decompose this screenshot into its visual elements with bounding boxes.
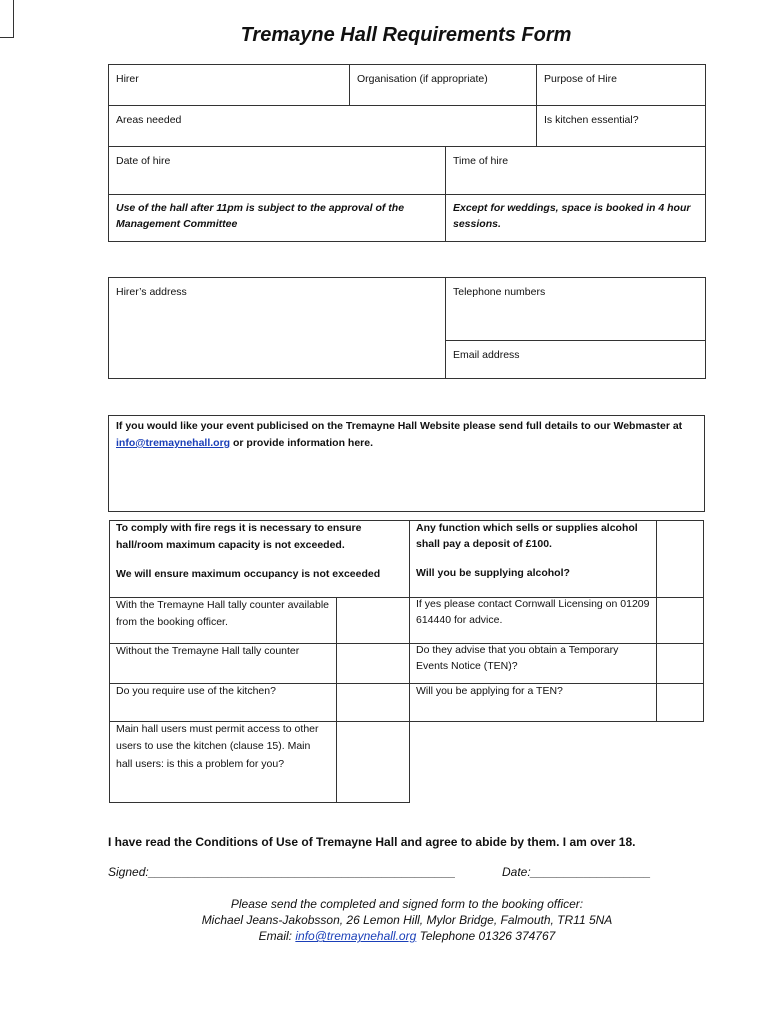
footer-email-link[interactable]: info@tremaynehall.org [295,929,417,943]
hirer-field[interactable] [109,65,350,106]
purpose-label: Purpose of Hire [544,73,617,85]
publicity-box[interactable] [108,415,705,512]
footer-contact [100,929,714,943]
without-counter-answer[interactable] [337,644,409,683]
agreement-statement: I have read the Conditions of Use of Tremayne Hall and agree to abide by them. I am over 18. [108,835,636,849]
telephone-field[interactable] [446,278,705,341]
supplying-alcohol-question: Will you be supplying alcohol? [416,567,570,579]
occupancy-statement: We will ensure maximum occupancy is not exceeded [116,568,381,580]
contact-details-table [108,277,706,379]
alcohol-deposit-text: Any function which sells or supplies alcohol shall pay a deposit of £100. [416,522,638,551]
date-line[interactable]: Date:__________________ [502,865,651,879]
date-of-hire-field[interactable] [109,147,446,195]
kitchen-access-question: Main hall users must permit access to other users to use the kitchen (clause 15). Main hall users: is this a problem for you? [116,723,319,770]
address-field[interactable] [109,278,446,378]
licensing-answer[interactable] [657,598,703,643]
hirer-label: Hirer [116,73,139,85]
fire-regs-text: To comply with fire regs it is necessary to ensure hall/room maximum capacity is not exceeded. [116,522,362,552]
areas-label: Areas needed [116,114,182,126]
kitchen-essential-field[interactable] [537,106,705,147]
signature-line[interactable]: Signed:______________________________________________ [108,865,456,879]
kitchen-access-answer[interactable] [337,722,409,802]
session-note: Except for weddings, space is booked in 4 hour sessions. [453,202,691,230]
email-label: Email address [453,349,520,361]
purpose-field[interactable] [537,65,705,106]
email-field[interactable] [446,341,705,378]
time-of-hire-field[interactable] [446,147,705,195]
footer-address: Michael Jeans-Jakobsson, 26 Lemon Hill, Mylor Bridge, Falmouth, TR11 5NA [201,913,613,927]
without-counter-option: Without the Tremayne Hall tally counter [116,645,300,657]
footer-phone: Telephone 01326 374767 [416,929,556,943]
ten-advice-question: Do they advise that you obtain a Temporary Events Notice (TEN)? [416,644,619,672]
kitchen-use-question: Do you require use of the kitchen? [116,685,276,697]
footer-email-label: Email: [258,929,296,943]
webmaster-email-link[interactable]: info@tremaynehall.org [116,436,231,449]
areas-field[interactable] [109,106,537,147]
licensing-advice-text: If yes please contact Cornwall Licensing on 01209 614440 for advice. [416,598,650,626]
kitchen-use-answer[interactable] [337,684,409,721]
telephone-label: Telephone numbers [453,286,546,298]
hire-details-table [108,64,706,242]
form-title: Tremayne Hall Requirements Form [240,24,572,46]
footer-instruction: Please send the completed and signed form to the booking officer: [230,897,584,911]
time-of-hire-label: Time of hire [453,155,509,167]
with-counter-answer[interactable] [337,598,409,643]
address-label: Hirer’s address [116,286,187,298]
date-of-hire-label: Date of hire [116,155,171,167]
supplying-alcohol-answer[interactable] [657,521,703,597]
with-counter-option: With the Tremayne Hall tally counter available from the booking officer. [116,599,330,629]
applying-ten-question: Will you be applying for a TEN? [416,685,563,697]
ten-advice-answer[interactable] [657,644,703,683]
kitchen-essential-label: Is kitchen essential? [544,114,639,126]
late-use-note: Use of the hall after 11pm is subject to the approval of the Management Committee [109,195,446,241]
organisation-field[interactable] [350,65,537,106]
publicity-text: If you would like your event publicised on the Tremayne Hall Website please send full details to our Webmaster at info@tremaynehall.org or provide information here. [116,420,683,449]
organisation-label: Organisation (if appropriate) [357,73,488,85]
applying-ten-answer[interactable] [657,684,703,721]
